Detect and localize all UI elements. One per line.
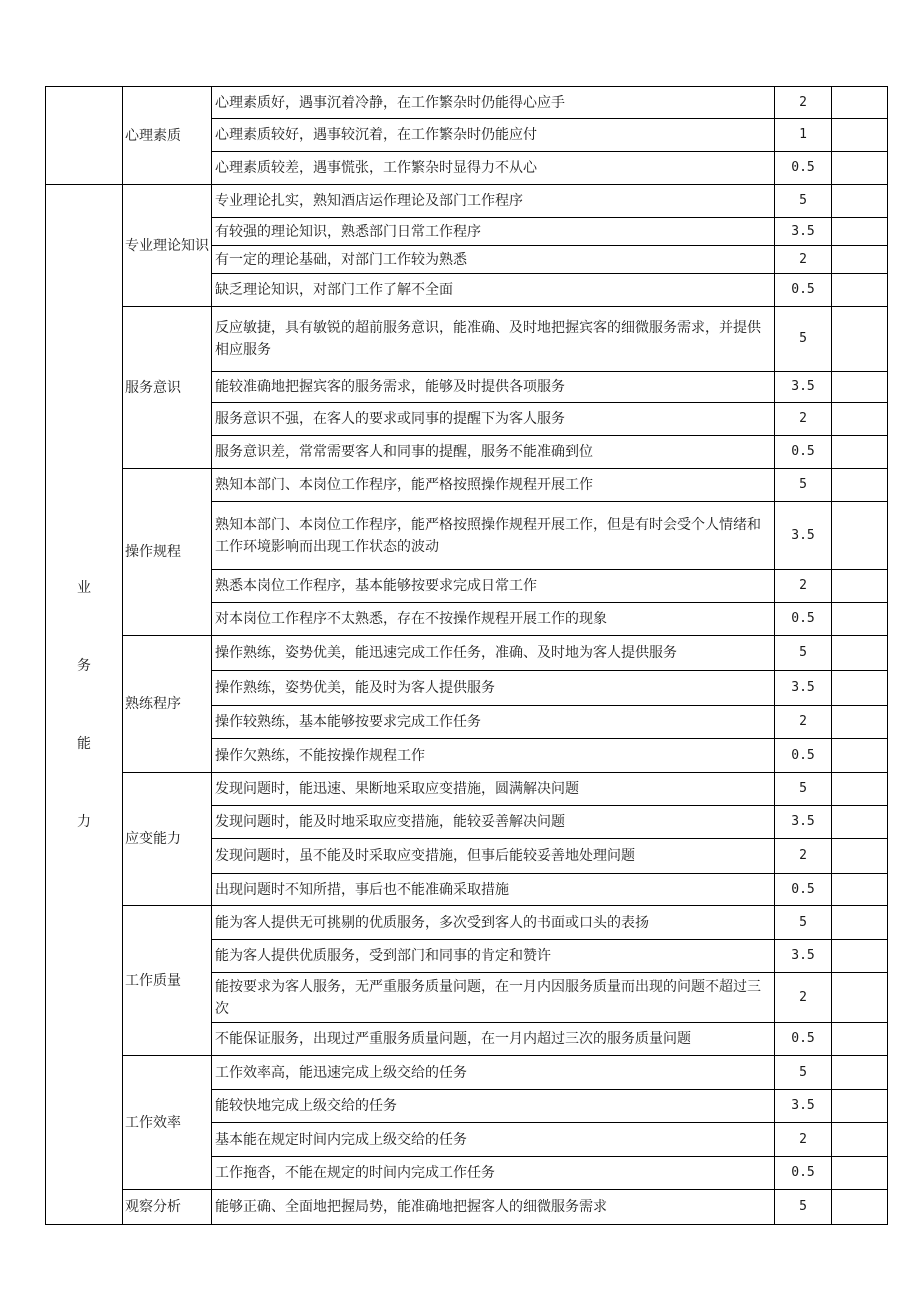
score-input-cell[interactable] (832, 372, 888, 403)
criterion-description: 有一定的理论基础，对部门工作较为熟悉 (212, 246, 775, 274)
criterion-description: 服务意识差，常常需要客人和同事的提醒，服务不能准确到位 (212, 436, 775, 469)
score-input-cell[interactable] (832, 1190, 888, 1225)
criterion-description: 反应敏捷，具有敏锐的超前服务意识，能准确、及时地把握宾客的细微服务需求，并提供相应服务 (212, 307, 775, 372)
score-value: 5 (775, 469, 832, 502)
score-input-cell[interactable] (832, 307, 888, 372)
criterion-description: 操作欠熟练，不能按操作规程工作 (212, 739, 775, 773)
score-input-cell[interactable] (832, 436, 888, 469)
criterion-description: 有较强的理论知识，熟悉部门日常工作程序 (212, 218, 775, 246)
criterion-description: 出现问题时不知所措，事后也不能准确采取措施 (212, 874, 775, 906)
score-input-cell[interactable] (832, 570, 888, 603)
criterion-description: 发现问题时，能迅速、果断地采取应变措施，圆满解决问题 (212, 773, 775, 806)
score-value: 0.5 (775, 603, 832, 636)
score-value: 5 (775, 773, 832, 806)
score-value: 5 (775, 636, 832, 671)
score-input-cell[interactable] (832, 502, 888, 570)
criterion-description: 心理素质好，遇事沉着冷静，在工作繁杂时仍能得心应手 (212, 87, 775, 119)
category-cell (46, 185, 123, 1225)
criterion-description: 发现问题时，能及时地采取应变措施，能较妥善解决问题 (212, 806, 775, 839)
criterion-name: 操作规程 (123, 469, 212, 636)
table-row (46, 1190, 888, 1225)
score-value: 0.5 (775, 874, 832, 906)
score-input-cell[interactable] (832, 906, 888, 940)
criterion-description: 熟悉本岗位工作程序，基本能够按要求完成日常工作 (212, 570, 775, 603)
criterion-description: 心理素质较差，遇事慌张，工作繁杂时显得力不从心 (212, 152, 775, 185)
criterion-description: 操作熟练，姿势优美，能迅速完成工作任务，准确、及时地为客人提供服务 (212, 636, 775, 671)
score-value: 3.5 (775, 218, 832, 246)
criterion-description: 能较准确地把握宾客的服务需求，能够及时提供各项服务 (212, 372, 775, 403)
table-row (46, 1056, 888, 1090)
criterion-description: 基本能在规定时间内完成上级交给的任务 (212, 1123, 775, 1157)
score-value: 1 (775, 119, 832, 152)
score-input-cell[interactable] (832, 706, 888, 739)
score-input-cell[interactable] (832, 87, 888, 119)
criterion-description: 服务意识不强，在客人的要求或同事的提醒下为客人服务 (212, 403, 775, 436)
criterion-name: 工作效率 (123, 1056, 212, 1190)
criterion-name: 应变能力 (123, 773, 212, 906)
criterion-description: 发现问题时，虽不能及时采取应变措施，但事后能较妥善地处理问题 (212, 839, 775, 874)
criterion-description: 能按要求为客人服务，无严重服务质量问题，在一月内因服务质量而出现的问题不超过三次 (212, 973, 775, 1023)
score-input-cell[interactable] (832, 119, 888, 152)
score-value: 3.5 (775, 940, 832, 973)
score-value: 2 (775, 570, 832, 603)
score-value: 0.5 (775, 436, 832, 469)
score-value: 2 (775, 1123, 832, 1157)
criterion-description: 能为客人提供无可挑剔的优质服务，多次受到客人的书面或口头的表扬 (212, 906, 775, 940)
table-row (46, 636, 888, 671)
score-value: 5 (775, 307, 832, 372)
score-value: 2 (775, 839, 832, 874)
score-input-cell[interactable] (832, 940, 888, 973)
criterion-description: 对本岗位工作程序不太熟悉，存在不按操作规程开展工作的现象 (212, 603, 775, 636)
criterion-name: 观察分析 (123, 1190, 212, 1225)
score-value: 5 (775, 906, 832, 940)
score-input-cell[interactable] (832, 1157, 888, 1190)
score-input-cell[interactable] (832, 1090, 888, 1123)
score-input-cell[interactable] (832, 671, 888, 706)
criterion-name: 服务意识 (123, 307, 212, 469)
score-value: 0.5 (775, 274, 832, 307)
criterion-name: 工作质量 (123, 906, 212, 1056)
category-char: 力 (77, 813, 91, 830)
criterion-description: 工作拖沓，不能在规定的时间内完成工作任务 (212, 1157, 775, 1190)
score-value: 2 (775, 706, 832, 739)
score-value: 3.5 (775, 1090, 832, 1123)
table-row (46, 87, 888, 119)
table-row (46, 469, 888, 502)
score-value: 3.5 (775, 502, 832, 570)
score-value: 0.5 (775, 152, 832, 185)
score-value: 0.5 (775, 1023, 832, 1056)
criterion-description: 熟知本部门、本岗位工作程序，能严格按照操作规程开展工作，但是有时会受个人情绪和工作环境影响而出现工作状态的波动 (212, 502, 775, 570)
score-value: 5 (775, 1056, 832, 1090)
score-value: 2 (775, 403, 832, 436)
score-input-cell[interactable] (832, 874, 888, 906)
table-row (46, 185, 888, 218)
score-value: 3.5 (775, 671, 832, 706)
score-input-cell[interactable] (832, 403, 888, 436)
score-input-cell[interactable] (832, 973, 888, 1023)
table-row (46, 773, 888, 806)
score-value: 5 (775, 1190, 832, 1225)
criterion-description: 缺乏理论知识，对部门工作了解不全面 (212, 274, 775, 307)
score-input-cell[interactable] (832, 246, 888, 274)
score-input-cell[interactable] (832, 636, 888, 671)
category-char: 能 (77, 735, 91, 752)
table-row (46, 906, 888, 940)
score-input-cell[interactable] (832, 739, 888, 773)
criterion-description: 操作较熟练，基本能够按要求完成工作任务 (212, 706, 775, 739)
score-input-cell[interactable] (832, 185, 888, 218)
score-value: 0.5 (775, 739, 832, 773)
score-input-cell[interactable] (832, 1023, 888, 1056)
criterion-description: 能较快地完成上级交给的任务 (212, 1090, 775, 1123)
score-value: 2 (775, 87, 832, 119)
criterion-description: 能够正确、全面地把握局势，能准确地把握客人的细微服务需求 (212, 1190, 775, 1225)
score-input-cell[interactable] (832, 773, 888, 806)
criterion-name: 心理素质 (123, 87, 212, 185)
score-value: 5 (775, 185, 832, 218)
criterion-description: 不能保证服务，出现过严重服务质量问题，在一月内超过三次的服务质量问题 (212, 1023, 775, 1056)
score-input-cell[interactable] (832, 152, 888, 185)
table-row (46, 307, 888, 372)
criterion-description: 能为客人提供优质服务，受到部门和同事的肯定和赞许 (212, 940, 775, 973)
criterion-description: 操作熟练，姿势优美，能及时为客人提供服务 (212, 671, 775, 706)
score-input-cell[interactable] (832, 1056, 888, 1090)
score-input-cell[interactable] (832, 603, 888, 636)
score-input-cell[interactable] (832, 806, 888, 839)
category-cell-empty (46, 87, 123, 185)
score-input-cell[interactable] (832, 839, 888, 874)
score-input-cell[interactable] (832, 1123, 888, 1157)
criterion-name: 专业理论知识 (123, 185, 212, 307)
criterion-description: 熟知本部门、本岗位工作程序，能严格按照操作规程开展工作 (212, 469, 775, 502)
score-value: 3.5 (775, 372, 832, 403)
score-input-cell[interactable] (832, 274, 888, 307)
score-value: 2 (775, 973, 832, 1023)
criterion-description: 专业理论扎实，熟知酒店运作理论及部门工作程序 (212, 185, 775, 218)
score-input-cell[interactable] (832, 469, 888, 502)
score-value: 3.5 (775, 806, 832, 839)
evaluation-table (45, 86, 888, 1225)
criterion-name: 熟练程序 (123, 636, 212, 773)
category-char: 业 (77, 579, 91, 596)
score-value: 0.5 (775, 1157, 832, 1190)
score-input-cell[interactable] (832, 218, 888, 246)
criterion-description: 工作效率高，能迅速完成上级交给的任务 (212, 1056, 775, 1090)
criterion-description: 心理素质较好，遇事较沉着，在工作繁杂时仍能应付 (212, 119, 775, 152)
category-char: 务 (77, 657, 91, 674)
score-value: 2 (775, 246, 832, 274)
